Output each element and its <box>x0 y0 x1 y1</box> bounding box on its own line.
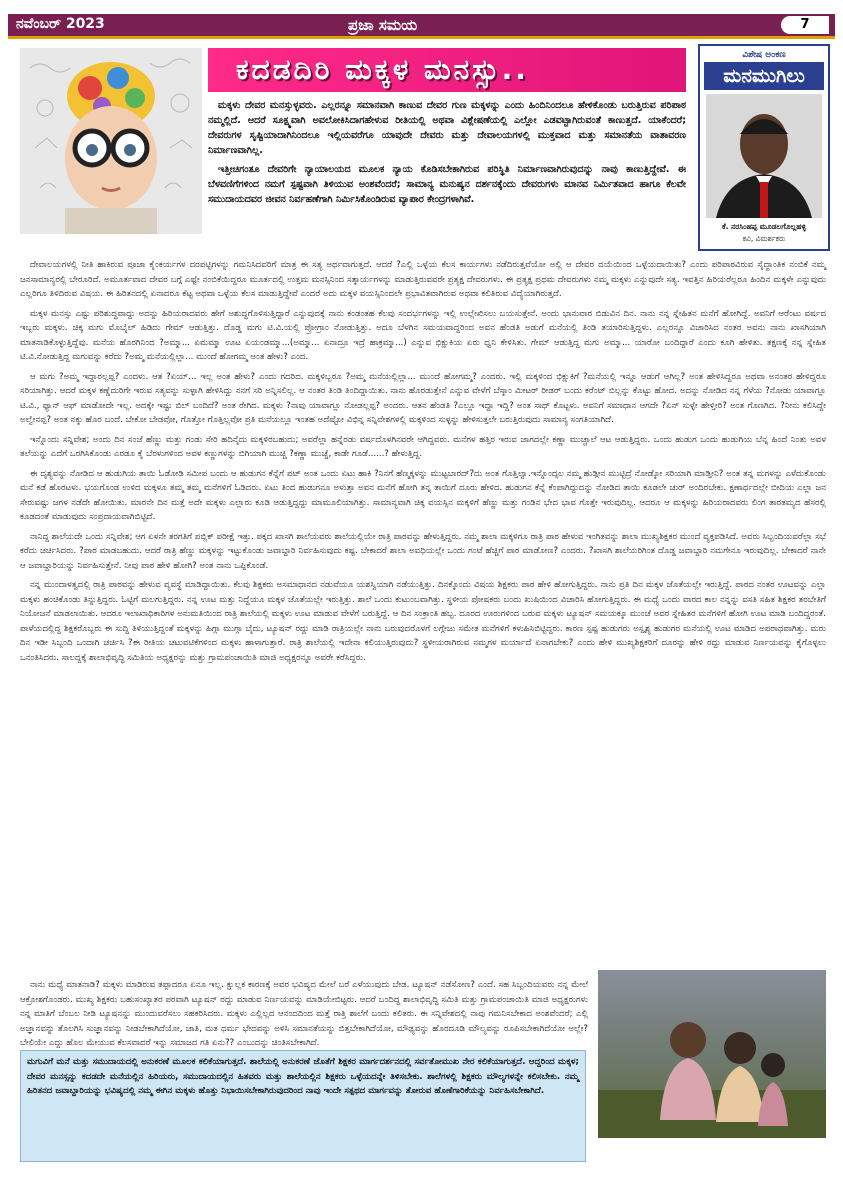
body-paragraph: ದೇವಾಲಯಗಳಲ್ಲಿ ನೀತಿ ಹಾಕಿರುವ ಪೂಜಾ ಕೈಂಕರ್ಯಗಳ ದರಪಟ್ಟಿಗಳನ್ನು ಗಮನಿಸಿದವರಿಗೆ ಮಾತ್ರ ಈ ಸತ್ಯ ಅರ್ಥವಾಗುತ್ತದೆ. ಆದರೆ ?ಎಲ್ಲಿ ಒಳ್ಳೆಯ ಕೆಲಸ ಕಾರ್ಯಗಳು ನಡೆದಿರುತ್ತವೆಯೋ ಅಲ್ಲಿ ಆ ದೇವರ ದಯೆಯಿಂದ ಒಳ್ಳೆಯದಾಯಿತು? ಎಂದು ಪರಿಪಾಠವಿರುವ ಸೈದ್ಧಾಂತಿಕ ನಂಬಿಕೆ ನಮ್ಮ ಜನಸಾಮಾನ್ಯರಲ್ಲಿ ಬೇರೂರಿದೆ. ಅಮೂರ್ತವಾದ ದೇವರ ಬಗ್ಗೆ ಎಷ್ಟೇ ನಂಬಿಕೆಯಿದ್ದರೂ ಮೂರ್ತದಲ್ಲಿ ಉತ್ತಮ ಮನಸ್ಸಿನಿಂದ ಸತ್ಕಾರ್ಯಗಳನ್ನು ಮಾಡುತ್ತಿರುವವರೇ ಪ್ರತ್ಯಕ್ಷ ದೇವರುಗಳು. ಈ ಪ್ರತ್ಯಕ್ಷ ಪ್ರಥಮ ದೇವರುಗಳು ನಮ್ಮ ಮಕ್ಕಳು ಎನ್ನುವುದೇ ಸತ್ಯ. ಇವತ್ತಿನ ಹಿರಿಯರೆಲ್ಲರೂ ಹಿಂದಿನ ಮಕ್ಕಳೇ ಎನ್ನುವುದು ಎಲ್ಲರಿಗೂ ತಿಳಿದಿರುವ ವಿಷಯ. ಈ ಹಿರಿತನದಲ್ಲಿ ಏನಾದರೂ ಕೆಟ್ಟ ಅಥವಾ ಒಳ್ಳೆಯ ಕೆಲಸ ಮಾಡುತ್ತಿದ್ದೇವೆ ಎಂದರೆ ಅದು ಮಕ್ಕಳ ವಯಸ್ಸಿನಿಂದಲೇ ಪ್ರಭಾವಿತವಾಗಿರುವ ಅಥವಾ ಕಲಿತಿರುವ ವಿದ್ಯೆಯಾಗಿರುತ್ತದೆ. <box>20 260 826 299</box>
issue-date: ನವೆಂಬರ್ 2023 <box>16 16 105 32</box>
author-role: ಕವಿ, ವಿಮರ್ಶಕರು <box>742 234 786 243</box>
children-sitting-image <box>598 970 826 1138</box>
conclusion-box: ಮಗುವಿಗೆ ಮನೆ ಮತ್ತು ಸಮುದಾಯದಲ್ಲಿ ಅನುಕರಣೆ ಮೂಲಕ ಕಲಿಕೆಯಾಗುತ್ತದೆ. ಶಾಲೆಯಲ್ಲಿ ಅನುಕರಣೆ ಜೊತೆಗೆ ಶಿಕ್ಷಕರ ಮಾರ್ಗದರ್ಶನದಲ್ಲಿ ಸರ್ವತೋಮುಖ ನೇರ ಕಲಿಕೆಯಾಗುತ್ತದೆ. ಆದ್ದರಿಂದ ಮಕ್ಕಳ; ದೇವರ ಮನಸ್ಸನ್ನು ಕದಡದೇ ಮನೆಯಲ್ಲಿನ ಹಿರಿಯರು, ಸಮುದಾಯದಲ್ಲಿನ ಹಿತವರು ಮತ್ತು ಶಾಲೆಯಲ್ಲಿನ ಶಿಕ್ಷಕರು ಒಳ್ಳೆಯದನ್ನೇ ತಿಳಿಸಬೇಕು. ಶಾಲೆಗಳಲ್ಲಿ ಶಿಕ್ಷಕರು ಮೌಲ್ಯಗಳನ್ನೇ ಕಲಿಸಬೇಕು. ನಮ್ಮ ಹಿರಿತನದ ಜವಾಬ್ದಾರಿಯನ್ನು ಭವಿಷ್ಯದಲ್ಲಿ ನಮ್ಮ ಈಗಿನ ಮಕ್ಕಳು ಹೊತ್ತು ನಿಭಾಯಿಸಬೇಕಾಗಿರುವುದರಿಂದ ನಾವು ಇಂದೇ ಸತ್ಪಥದ ಮಾರ್ಗವನ್ನು ತೋರುವ ಹೊಣೆಗಾರಿಕೆಯನ್ನು ನಿರ್ವಹಿಸಬೇಕಾಗಿದೆ. <box>20 1050 586 1162</box>
article-body <box>20 258 826 670</box>
article-title-banner <box>208 48 686 92</box>
author-name: ಕೆ. ನರಸಿಂಹಪ್ಪ ಮೂಡಲಗೊಲ್ಲಹಳ್ಳಿ <box>722 222 806 231</box>
intro-paragraph: ಇತ್ತೀಚಿಗಂತೂ ದೇವರಿಗೇ ನ್ಯಾಯಾಲಯದ ಮೂಲಕ ನ್ಯಾಯ ಕೊಡಿಸಬೇಕಾಗಿರುವ ಪರಿಸ್ಥಿತಿ ನಿರ್ಮಾಣವಾಗಿರುವುದನ್ನು ನಾವು ಕಾಣುತ್ತಿದ್ದೇವೆ. ಈ ಬೆಳವಣಿಗೆಗಳಿಂದ ನಮಗೆ ಸ್ಪಷ್ಟವಾಗಿ ತಿಳಿಯುವ ಅಂಶವೆಂದರೆ; ಸಾಮಾನ್ಯ ಮನುಷ್ಯನ ದರ್ಶನಕ್ಕೆಂದು ದೇವರುಗಳು ಮಾನವ ನಿರ್ಮಿತವಾದ ಹಾಗೂ ಕೆಲವೇ ಸಮುದಾಯದವರ ಜೀವನ ನಿರ್ವಹಣೆಗಾಗಿ ನಿರ್ಮಿಸಿಕೊಂಡಿರುವ ವ್ಯಾಪಾರ ಕೇಂದ್ರಗಳಾಗಿವೆ. <box>208 164 686 205</box>
article-title: ಕದಡದಿರಿ ಮಕ್ಕಳ ಮನಸ್ಸು.. <box>236 53 529 86</box>
body-paragraph: ಆ ಮಗು ?ಅಮ್ಮ ಇದ್ದಾರಲ್ಲಪ್ಪ? ಎಂದಳು. ಆತ ?ಏಯ್... ಇಲ್ಲ ಅಂತ ಹೇಳು? ಎಂದು ಗದರಿದ. ಮಕ್ಕಳಿಬ್ಬರೂ ?ಅಮ್ಮ ಮನೆಯಲ್ಲಿಲ್ಲಾ... ಮುಂದೆ ಹೋಗಮ್ಮ? ಎಂದರು. ಇಲ್ಲಿ ಮಕ್ಕಳಿಂದ ಭಿಕ್ಷುಕಿಗೆ ?ಮನೆಯಲ್ಲಿ ಇನ್ನೂ ಆಡುಗೆ ಆಗಿಲ್ಲ? ಅಂತ ಹೇಳಿಸಿದ್ದರೂ ಅಥವಾ ಅನಂತರ ಹೇಳಿದ್ದರೂ ಸರಿಯಾಗಿತ್ತು. ಆದರೆ ಮಕ್ಕಳ ಕಣ್ಣೆದುರಿಗೇ ಇರುವ ಸತ್ಯವನ್ನು ಸುಳ್ಳಾಗಿ ಹೇಳಿಸಿದ್ದು ನನಗೆ ಸರಿ ಅನ್ನಿಸಲಿಲ್ಲ. ಆ ನಂತರ ತಿಂಡಿ ತಿಂದಿದ್ದಾಯಿತು. ನಾನು ಹೊರಡುತ್ತೇನೆ ಎನ್ನುವ ವೇಳೆಗೆ ಬೆಸ್ಕಾಂ ಮೀಟರ್ ರೀಡರ್ ಬಂದು ಕರೆಂಟ್ ಬಿಲ್ಲನ್ನು ಕೊಟ್ಟು ಹೋದ. ಅದನ್ನು ನೋಡಿದ ನನ್ನ ಗೆಳೆಯ ?ನೋಡು ಯಾವಾಗ್ಲೂ ಟಿ.ವಿ., ಫ್ಯಾನ್ ಆಫ್ ಮಾಡೋದೇ ಇಲ್ಲ. ಅದಕ್ಕೇ ಇಷ್ಟು ಬಿಲ್ ಬಂದಿದೆ? ಅಂತ ರೇಗಿದ. ಮಕ್ಕಳು ?ನಾವು ಯಾವಾಗ್ಲೂ ನೋಡಲ್ಲಪ್ಪ? ಅಂದರು. ಆತನ ಹೆಂಡತಿ ?ಎಲ್ಲೂ ಇದ್ದಾ ಇದ್ದಿ? ಅಂತ ಸಾಥ್ ಕೊಟ್ಟಳು. ಅವನಿಗೆ ಸಮಾಧಾನ ಆಗದೇ ?ಏನ್ ಸುಳ್ಳೇ ಹೇಳ್ತೀರಿ? ಅಂತ ಗೊಣಗಿದ. ?ನೀನು ಕಲಿಸಿದ್ದೇ ಅಲ್ವೇನಪ್ಪ? ಅಂತ ನಕ್ಕು ಹೊರ ಬಂದೆ. ಬೇಕೋ ಬೇಡವೋ, ಗೊತ್ತೋ ಗೊತ್ತಿಲ್ಲವೋ ಪ್ರತಿ ಮನೆಯಲ್ಲೂ ಇಂತಹ ಅದೆಷ್ಟೋ ವಿಭಿನ್ನ ಸನ್ನಿವೇಶಗಳಲ್ಲಿ ಮಕ್ಕಳಿಂದ ಸುಳ್ಳನ್ನು ಹೇಳಿಸುತ್ತಲೇ ಬರುತ್ತಿರುವುದು ಸಾಮಾನ್ಯ ಸಂಗತಿಯಾಗಿದೆ. <box>20 371 826 425</box>
body-paragraph: ಇನ್ನೊಂದು ಸನ್ನಿವೇಶ; ಅಂದು ದಿನ ಸಂಜೆ ಹೆಣ್ಣು ಮತ್ತು ಗಂಡು ಸೇರಿ ಹದಿನೈದು ಮಕ್ಕಳಿರಬಹುದು; ಅವರೆಲ್ಲಾ ಹನ್ನೆರಡು ವರ್ಷದೊಳಗಿನವರೇ ಆಗಿದ್ದವರು. ಮನೆಗಳ ಹತ್ತಿರ ಇರುವ ಜಾಗದಲ್ಲೇ ಕಣ್ಣಾ ಮುಚ್ಚಾಲೆ ಆಟ ಆಡುತ್ತಿದ್ದರು. ಒಂದು ಹುಡುಗ ಒಂದು ಹುಡುಗಿಯ ಬೆನ್ನ ಹಿಂದೆ ನಿಂತು ಅವಳ ತಲೆಯನ್ನು ಎದೆಗೆ ಒರಗಿಸಿಕೊಂಡು ಎರಡೂ ಕೈ ಬೆರಳುಗಳಿಂದ ಅವಳ ಕಣ್ಣುಗಳನ್ನು ಬಿಗಿಯಾಗಿ ಮುಚ್ಚಿ ?ಕಣ್ಣಾ ಮುಚ್ಚೆ, ಕಾಡೇ ಗೂಡೆ......? ಹೇಳುತ್ತಿದ್ದ. <box>20 434 826 459</box>
child-with-glasses-image <box>20 48 202 234</box>
body-paragraph: ಈ ದೃಶ್ಯವನ್ನು ನೋಡಿದ ಆ ಹುಡುಗಿಯ ತಾಯಿ ಓಡೋಡಿ ಸಮೀಪ ಬಂದು ಆ ಹುಡುಗನ ಕೆನ್ನೆಗೆ ಪಟ್ ಅಂತ ಒಂದು ಏಟು ಹಾಕಿ ?ನಿನಗೆ ಹೆಣ್ಮಕ್ಕಳನ್ನು ಮುಟ್ಟಬಾರದ್?ದು ಅಂತ ಗೊತ್ತಿಲ್ವಾ.ಇನ್ನೊಂದ್ಸಲ ನಮ್ಮ ಹುಡ್ಗೀನ ಮುಟ್ಟಿದ್ರೆ ನೋಡ್ಕೋ ಸರಿಯಾಗಿ ಮಾಡ್ತೀನಿ? ಅಂತ ತನ್ನ ಮಗಳನ್ನು ಎಳೆದುಕೊಂಡು ಮನೆ ಕಡೆ ಹೊರಟಳು. ಭಯಗೊಂಡ ಉಳಿದ ಮಕ್ಕಳೂ ತಮ್ಮ ತಮ್ಮ ಮನೆಗಳಿಗೆ ಓಡಿದರು. ಏಟು ತಿಂದ ಹುಡುಗನೂ ಅಳುತ್ತಾ ಅವನ ಮನೆಗೆ ಹೋಗಿ ತನ್ನ ತಾಯಿಗೆ ದೂರು ಹೇಳಿದ. ಹುಡುಗನ ಕೆನ್ನೆ ಕೆಂಪಾಗಿದ್ದುದನ್ನು ನೋಡಿದ ತಾಯಿ ಕೂಡಲೇ ಚುರ್ ಅಂದಿರಬೇಕು. ಕ್ಷಣಾರ್ಧದಲ್ಲೇ ಬೀದಿಯ ಎಲ್ಲಾ ಜನ ಸೇರುವಷ್ಟು ಜಗಳ ನಡೆದೇ ಹೋಯಿತು. ಮಾರನೇ ದಿನ ಮತ್ತೆ ಅದೇ ಮಕ್ಕಳು ಎಲ್ಲಾರು ಕೂಡಿ ಆಡುತ್ತಿದ್ದದ್ದು ಮಾಮೂಲಿಯಾಗಿತ್ತು. ಸಾಮಾನ್ಯವಾಗಿ ಚಿಕ್ಕ ವಯಸ್ಸಿನ ಮಕ್ಕಳಿಗೆ ಹೆಣ್ಣು ಮತ್ತು ಗಂಡಿನ ಭೇದ ಭಾವ ಗೊತ್ತೇ ಇರುವುದಿಲ್ಲ. ಆದರೂ ಆ ಮಕ್ಕಳನ್ನು ಹಿರಿಯರಾದವರು ಲಿಂಗ ತಾರತಮ್ಯದ ಹೆಸರಲ್ಲಿ ಕೂಡದಂತೆ ಮಾಡುವುದು ಸಂಪ್ರದಾಯವಾಗಿಬಿಟ್ಟಿದೆ. <box>20 468 826 522</box>
column-name: ಮನಮುಗಿಲು <box>704 62 824 90</box>
body-paragraph: ಮಕ್ಕಳ ಮನಸ್ಸು ಎಷ್ಟು ಪರಿಶುದ್ಧವಾದ್ದು ಅದನ್ನು ಹಿರಿಯರಾದವರು ಹೇಗೆ ಅಶುದ್ಧಗೊಳಿಸುತ್ತಿದ್ದಾರೆ ಎನ್ನುವುದಕ್ಕೆ ನಾನು ಕಂಡಂತಹ ಕೆಲವು ಸಂದರ್ಭಗಳನ್ನು ಇಲ್ಲಿ ಉಲ್ಲೇಖಿಸಲು ಬಯಸುತ್ತೇನೆ. ಅಂದು ಭಾನುವಾರ ಬಿಡುವಿನ ದಿನ. ನಾನು ನನ್ನ ಸ್ನೇಹಿತನ ಮನೆಗೆ ಹೋಗಿದ್ದೆ. ಅವನಿಗೆ ಆರೆಂಟು ವರ್ಷದ ಇಬ್ಬರು ಮಕ್ಕಳು. ಚಿಕ್ಕ ಮಗು ಮೊಬೈಲ್ ಹಿಡಿದು ಗೇಮ್ ಆಡುತ್ತಿತ್ತು. ದೊಡ್ಡ ಮಗು ಟಿ.ವಿ.ಯಲ್ಲಿ ಪ್ರೋಗ್ರಾಂ ನೋಡುತ್ತಿತ್ತು. ಅದೂ ಬೆಳಗಿನ ಸಮಯವಾದ್ದರಿಂದ ಅವನ ಹೆಂಡತಿ ಅಡುಗೆ ಮನೆಯಲ್ಲಿ ತಿಂಡಿ ತಯಾರಿಸುತ್ತಿದ್ದಳು. ಎಲ್ಲರನ್ನೂ ವಿಚಾರಿಸಿದ ನಂತರ ಅವನು ನಾನು ಖಾಸಗಿಯಾಗಿ ಮಾತನಾಡಿಕೊಳ್ಳುತ್ತಿದ್ದೆವು. ಮನೆಯ ಹೊರಗಿನಿಂದ ?ಅಮ್ಮಾ... ಏಮಮ್ಮಾ ಊಟ ಏಯಂಡಮ್ಮಾ...(ಅಮ್ಮಾ... ಏನಾದ್ರೂ ಇದ್ರೆ ಹಾಕ್ರಮ್ಮಾ...) ಎನ್ನುವ ಭಿಕ್ಷುಕಿಯ ಏರು ಧ್ವನಿ ಕೇಳಿಸಿತು. ಗೇಮ್ ಆಡುತ್ತಿದ್ದ ಮಗು ಅಮ್ಮಾ... ಯಾರೋ ಬಂದಿದ್ದಾರೆ ಎಂದು ಕೂಗಿ ಹೇಳಿತು. ತಕ್ಷಣಕ್ಕೆ ನನ್ನ ಸ್ನೇಹಿತ ಟಿ.ವಿ.ನೋಡುತ್ತಿದ್ದ ಮಗುವನ್ನು ಕರೆದು ?ಅಮ್ಮ ಮನೆಯಲ್ಲಿಲ್ಲಾ... ಮುಂದೆ ಹೋಗಮ್ಮ ಅಂತ ಹೇಳು? ಎಂದ. <box>20 308 826 362</box>
article-body-lower <box>20 978 588 1051</box>
masthead: ಪ್ರಜಾ ಸಮಯ <box>348 16 418 34</box>
body-paragraph: ನಾನು ಮಧ್ಯೆ ಮಾತನಾಡಿ? ಮಕ್ಕಳು ಮಾಡಿರುವ ತಪ್ಪಾದರೂ ಏನೂ ಇಲ್ಲ. ಕ್ಷುಲ್ಲಕ ಕಾರಣಕ್ಕೆ ಅವರ ಭವಿಷ್ಯದ ಮೇಲೆ ಬರೆ ಎಳೆಯುವುದು ಬೇಡ. ಟ್ಯೂಷನ್ ನಡೆಸೋಣ? ಎಂದೆ. ಸಹ ಸಿಬ್ಬಂದಿಯವರು ನನ್ನ ಮೇಲೆ ಆಕ್ರೋಶಗೊಂಡರು. ಮುಖ್ಯ ಶಿಕ್ಷಕರು ಬಹುಸಂಖ್ಯಾತರ ಪರವಾಗಿ ಟ್ಯೂಷನ್ ರದ್ದು ಮಾಡುವ ನಿರ್ಣಯವನ್ನು ಮಾಡಿಯೇಬಿಟ್ಟರು. ಆದರೆ ಬಂದಿದ್ದ ಶಾಲಾಭಿವೃದ್ಧಿ ಸಮಿತಿ ಮತ್ತು ಗ್ರಾಮಪಂಚಾಯಿತಿ ಮಾಜಿ ಅಧ್ಯಕ್ಷರುಗಳು ನನ್ನ ಮಾತಿಗೆ ಬೆಂಬಲ ನೀಡಿ ಟ್ಯೂಷನನ್ನು ಮುಂದುವರೆಸಲು ಸಹಕರಿಸಿದರು. ಮಕ್ಕಳು ಎಲ್ಲಿಲ್ಲದ ಆನಂದದಿಂದ ಮತ್ತೆ ರಾತ್ರಿ ಶಾಲೆಗೆ ಬಂದು ಕಲಿತರು. ಈ ಸನ್ನಿವೇಶದಲ್ಲಿ ನಾವು ಗಮನಿಸಬೇಕಾದ ಅಂಶವೆಂದರೆ; ಎಲ್ಲಿ ಅಜ್ಞಾನವನ್ನು ತೊಲಗಿಸಿ ಸುಜ್ಞಾನವನ್ನು ನೀಡಬೇಕಾಗಿದೆಯೋ, ಜಾತಿ, ಮತ ಧರ್ಮ ಭೇದವನ್ನು ಅಳಿಸಿ ಸಮಾನತೆಯನ್ನು ಬಿತ್ತಬೇಕಾಗಿದೆಯೋ, ಮೌಢ್ಯವನ್ನು ಹೊರದೂಡಿ ಮೌಲ್ಯವನ್ನು ರೂಪಿಸಬೇಕಾಗಿದೆಯೋ ಅಲ್ಲೇ? ಬೇಲಿಯೇ ಎದ್ದು ಹೊಲ ಮೇಯುವ ಕೆಲಸವಾದರೆ ಇನ್ನು ಸಮಾಜದ ಗತಿ ಏನು?? ಎಂಬುದನ್ನು ಚಿಂತಿಸಬೇಕಾಗಿದೆ. <box>20 980 588 1048</box>
column-box <box>698 44 830 251</box>
page-number: 7 <box>781 16 829 34</box>
special-column-label: ವಿಶೇಷ ಅಂಕಣ <box>742 50 786 60</box>
page-header <box>8 14 835 39</box>
author-photo <box>706 94 822 218</box>
body-paragraph: ನನ್ನ ಮುಂದಾಳತ್ವದಲ್ಲಿ ರಾತ್ರಿ ಪಾಠವನ್ನು ಹೇಳುವ ವ್ಯವಸ್ಥೆ ಮಾಡಿದ್ದಾಯಿತು. ಕೆಲವು ಶಿಕ್ಷಕರು ಅಸಮಾಧಾನದ ನಡುವೆಯೂ ಯಶಸ್ವಿಯಾಗಿ ನಡೆಯುತ್ತಿತ್ತು. ದಿನಕ್ಕೊಂದು ವಿಷಯ ಶಿಕ್ಷಕರು ಪಾಠ ಹೇಳಿ ಹೋಗುತ್ತಿದ್ದರು. ನಾನು ಪ್ರತಿ ದಿನ ಮಕ್ಕಳ ಜೊತೆಯಲ್ಲೇ ಇರುತ್ತಿದ್ದೆ. ಪಾಠದ ನಂತರ ಊಟವನ್ನು ಎಲ್ಲಾ ಮಕ್ಕಳು ಹಂಚಿಕೊಂಡು ತಿನ್ನುತ್ತಿದ್ದರು. ಓಟ್ಟಿಗೆ ಮಲಗುತ್ತಿದ್ದರು. ನನ್ನ ಊಟ ಮತ್ತು ನಿದ್ದೆಯೂ ಮಕ್ಕಳ ಜೊತೆಯಲ್ಲೇ ಇರುತ್ತಿತ್ತು. ಶಾಲೆ ಒಂದು ಕುಟುಂಬವಾಗಿತ್ತು. ಸ್ಥಳೀಯ ಪೋಷಕರು ಬಂದು ಖುಷಿಯಿಂದ ವಿಚಾರಿಸಿ ಹೋಗುತ್ತಿದ್ದರು. ಈ ಮಧ್ಯೆ ಒಂದು ವಾರದ ಕಾಲ ನನ್ನನ್ನು ವಸತಿ ಸಹಿತ ಶಿಕ್ಷಕರ ತರಬೇತಿಗೆ ನಿಯೋಜನೆ ಮಾಡಲಾಯಿತು. ಆದರೂ ಇಲಾಖಾಧಿಕಾರಿಗಳ ಅನುಮತಿಯಿಂದ ರಾತ್ರಿ ಶಾಲೆಯಲ್ಲಿ ಮಕ್ಕಳು ಊಟ ಮಾಡುವ ವೇಳೆಗೆ ಬರುತ್ತಿದ್ದೆ. ಆ ದಿನ ಸಂಕ್ರಾಂತಿ ಹಬ್ಬ. ದೂರದ ಊರುಗಳಿಂದ ಬರುವ ಮಕ್ಕಳು ಟ್ಯೂಷನ್ ಸಮಯಕ್ಕೂ ಮುಂಚೆ ಅವರ ಸ್ನೇಹಿತರ ಮನೆಗಳಿಗೆ ಹೋಗಿ ಊಟ ಮಾಡಿ ಬಂದಿದ್ದರಂತೆ. ಪಾಳೆಯದಲ್ಲಿದ್ದ ಶಿಕ್ಷಕರೊಬ್ಬರು ಈ ಸುದ್ದಿ ತಿಳಿಯುತ್ತಿದ್ದಂತೆ ಮಕ್ಕಳನ್ನು ಹಿಗ್ಗಾ ಮುಗ್ಗಾ ಬೈದು, ಟ್ಯೂಷನ್ ರದ್ದು ಮಾಡಿ ರಾತ್ರಿಯಲ್ಲೇ ನಾನು ಬರುವುದರೊಳಗೆ ಲಗ್ಗೇಜು ಸಮೇತ ಮನೆಗಳಿಗೆ ಕಳುಹಿಸಿಬಿಟ್ಟಿದ್ದರು. ಕಾರಣ ಸ್ಪಷ್ಟ ಹುಡುಗರು ಅಸ್ಪೃಶ್ಯ ಹುಡುಗರ ಮನೆಯಲ್ಲಿ ಊಟ ಮಾಡಿದ ಅಪರಾಧವಾಗಿತ್ತು. ಮರು ದಿನ ಇಡೀ ಸಿಬ್ಬಂದಿ ಒಂದಾಗಿ ಚರ್ಚಿಸಿ ?ಈ ರೀತಿಯ ಚಟುವಟಿಕೆಗಳಿಂದ ಮಕ್ಕಳು ಹಾಳಾಗುತ್ತಾರೆ. ರಾತ್ರಿ ಶಾಲೆಯಲ್ಲಿ ಇದೇನಾ ಕಲಿಯುತ್ತಿರುವುದು? ಸ್ಥಳೀಯರಾಗಿರುವ ನಮ್ಮಗಳ ಮರ್ಯಾದೆ ಏನಾಗಬೇಕು? ಎಂದು ಹೇಳಿ ಮುಖ್ಯಶಿಕ್ಷಕರಿಗೆ ದೂರನ್ನು ಹೇಳಿ ರದ್ದು ಮಾಡುವ ನಿರ್ಣಯವನ್ನು ಕೈಗೊಳ್ಳಲು ಒನಂತಿಸಿದರು. ಸಾಲದ್ದಕ್ಕೆ ಶಾಲಾಭಿವೃದ್ಧಿ ಸಮಿತಿಯ ಅಧ್ಯಕ್ಷರನ್ನು ಮತ್ತು ಗ್ರಾಮಪಂಚಾಯಿತಿ ಮಾಜಿ ಅಧ್ಯಕ್ಷರನ್ನೂ ಅವರೇ ಕರೆಸಿದ್ದರು. <box>20 580 826 663</box>
intro-paragraph: ಮಕ್ಕಳು ದೇವರ ಮನಸ್ಸುಳ್ಳವರು. ಎಲ್ಲರನ್ನೂ ಸಮಾನವಾಗಿ ಕಾಣುವ ದೇವರ ಗುಣ ಮಕ್ಕಳನ್ನು ಎಂದು ಹಿಂದಿನಿಂದಲೂ ಹೇಳಿಕೊಂಡು ಬರುತ್ತಿರುವ ಪರಿಪಾಠ ನಮ್ಮಲ್ಲಿದೆ. ಆದರೆ ಸೂಕ್ಷ್ಮವಾಗಿ ಅವಲೋಕಿಸಿದಾಗಹೇಳುವ ರೀತಿಯಲ್ಲಿ ಅಥವಾ ವಿಶ್ಲೇಷಣೆಯಲ್ಲಿ ಎಲ್ಲೋ ಎಡವಟ್ಟಾಗಿರುವಂತೆ ಕಾಣುತ್ತದೆ. ಯಾಕೆಂದರೆ; ದೇವರುಗಳ ಸೃಷ್ಟಿಯಾದಾಗಿನಿಂದಲೂ ಇಲ್ಲಿಯವರೆಗೂ ಯಾವುದೇ ದೇವರು ಮತ್ತು ದೇವಾಲಯಗಳಲ್ಲಿ ಮುಕ್ತವಾದ ಮತ್ತು ಸಮಾನತೆಯ ವಾತಾವರಣ ನಿರ್ಮಾಣವಾಗಿಲ್ಲ. <box>208 100 686 156</box>
body-paragraph: ನಾನಿದ್ದ ಶಾಲೆಯದೇ ಒಂದು ಸನ್ನಿವೇಶ; ಆಗ ಏಳನೇ ತರಗತಿಗೆ ಪಬ್ಲಿಕ್ ಪರೀಕ್ಷೆ ಇತ್ತು. ಪಕ್ಕದ ಖಾಸಗಿ ಶಾಲೆಯವರು ಶಾಲೆಯಲ್ಲಿಯೇ ರಾತ್ರಿ ಪಾಠವನ್ನು ಹೇಳುತ್ತಿದ್ದರು. ನಮ್ಮ ಶಾಲಾ ಮಕ್ಕಳಿಗೂ ರಾತ್ರಿ ಪಾಠ ಹೇಳುವ ಇಂಗಿತವನ್ನು ಶಾಲಾ ಮುಖ್ಯಶಿಕ್ಷಕರ ಮುಂದೆ ವ್ಯಕ್ತಪಡಿಸಿದೆ. ಅವರು ಸಿಬ್ಬಂದಿಯವರೆಲ್ಲಾ ಸಭೆ ಕರೆದು ಚರ್ಚಿಸಿದರು. ?ಪಾಠ ಮಾಡಬಹುದು. ಆದರೆ ರಾತ್ರಿ ಹೆಣ್ಣು ಮಕ್ಕಳನ್ನು ಇಟ್ಟುಕೊಂಡು ಜವಾಬ್ದಾರಿ ನಿರ್ವಹಿಸುವುದು ಕಷ್ಟ. ಬೇಕಾದರೆ ಶಾಲಾ ಅವಧಿಯಲ್ಲೇ ಒಂದು ಗಂಟೆ ಹೆಚ್ಚಿಗೆ ಪಾಠ ಮಾಡೋಣ? ಎಂದರು. ?ಖಾಸಗಿ ಶಾಲೆಯರಿಗಿಂತ ದೊಡ್ಡ ಜವಾಬ್ದಾರಿ ನಮಗೇನೂ ಇರುವುದಿಲ್ಲ. ಬೇಕಾದರೆ ನಾನೇ ಆ ಜವಾಬ್ದಾರಿಯನ್ನು ನಿರ್ವಹಿಸುತ್ತೇನೆ. ನೀವು ಪಾಠ ಹೇಳಿ ಹೋಗಿ? ಅಂತ ನಾನು ಒಪ್ಪಿಕೊಂಡೆ. <box>20 531 826 571</box>
article-intro <box>208 98 686 211</box>
